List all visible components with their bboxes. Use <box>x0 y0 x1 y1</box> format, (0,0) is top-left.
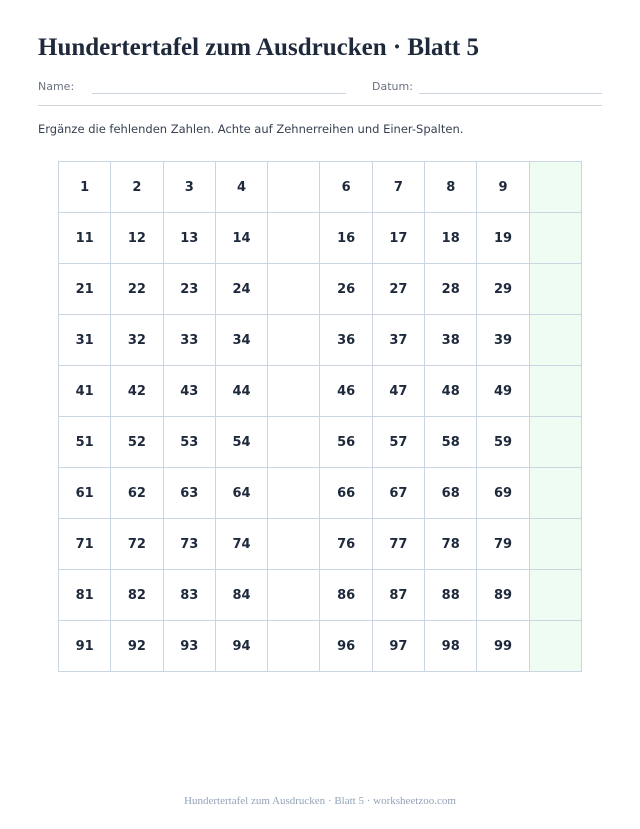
number-cell: 12 <box>111 213 163 264</box>
number-cell: 97 <box>372 621 424 672</box>
number-cell: 51 <box>59 417 111 468</box>
grid-row <box>59 468 582 519</box>
number-cell: 68 <box>425 468 477 519</box>
blank-cell <box>268 621 320 672</box>
blank-cell <box>529 417 581 468</box>
number-cell: 89 <box>477 570 529 621</box>
number-cell: 88 <box>425 570 477 621</box>
number-cell: 7 <box>372 162 424 213</box>
number-cell: 48 <box>425 366 477 417</box>
blank-cell <box>529 315 581 366</box>
grid-row <box>59 213 582 264</box>
blank-cell <box>268 417 320 468</box>
number-cell: 36 <box>320 315 372 366</box>
number-cell: 11 <box>59 213 111 264</box>
number-cell: 33 <box>163 315 215 366</box>
number-cell: 6 <box>320 162 372 213</box>
grid-row <box>59 264 582 315</box>
number-cell: 71 <box>59 519 111 570</box>
number-cell: 28 <box>425 264 477 315</box>
blank-cell <box>268 519 320 570</box>
number-cell: 39 <box>477 315 529 366</box>
blank-cell <box>268 315 320 366</box>
number-cell: 27 <box>372 264 424 315</box>
number-cell: 93 <box>163 621 215 672</box>
number-cell: 87 <box>372 570 424 621</box>
number-cell: 44 <box>215 366 267 417</box>
instructions: Ergänze die fehlenden Zahlen. Achte auf Zehnerreihen und Einer-Spalten. <box>38 122 464 136</box>
header-divider <box>38 105 602 106</box>
number-cell: 22 <box>111 264 163 315</box>
number-cell: 58 <box>425 417 477 468</box>
blank-cell <box>529 570 581 621</box>
blank-cell <box>268 213 320 264</box>
grid-row <box>59 621 582 672</box>
number-cell: 4 <box>215 162 267 213</box>
blank-cell <box>529 162 581 213</box>
grid-row <box>59 570 582 621</box>
number-cell: 76 <box>320 519 372 570</box>
number-cell: 69 <box>477 468 529 519</box>
number-cell: 23 <box>163 264 215 315</box>
grid-row <box>59 366 582 417</box>
number-cell: 38 <box>425 315 477 366</box>
blank-cell <box>529 366 581 417</box>
number-cell: 26 <box>320 264 372 315</box>
number-cell: 73 <box>163 519 215 570</box>
number-cell: 82 <box>111 570 163 621</box>
meta-row <box>38 80 602 96</box>
hundred-chart <box>58 161 582 672</box>
number-cell: 74 <box>215 519 267 570</box>
number-cell: 49 <box>477 366 529 417</box>
number-cell: 17 <box>372 213 424 264</box>
number-cell: 9 <box>477 162 529 213</box>
number-cell: 2 <box>111 162 163 213</box>
number-cell: 99 <box>477 621 529 672</box>
number-cell: 96 <box>320 621 372 672</box>
blank-cell <box>529 621 581 672</box>
number-cell: 1 <box>59 162 111 213</box>
grid-row <box>59 519 582 570</box>
blank-cell <box>268 264 320 315</box>
number-cell: 24 <box>215 264 267 315</box>
name-label: Name: <box>38 80 75 93</box>
number-cell: 47 <box>372 366 424 417</box>
number-cell: 66 <box>320 468 372 519</box>
number-cell: 21 <box>59 264 111 315</box>
number-cell: 91 <box>59 621 111 672</box>
number-cell: 56 <box>320 417 372 468</box>
number-cell: 84 <box>215 570 267 621</box>
number-cell: 57 <box>372 417 424 468</box>
number-cell: 41 <box>59 366 111 417</box>
number-cell: 8 <box>425 162 477 213</box>
number-cell: 29 <box>477 264 529 315</box>
page-title: Hundertertafel zum Ausdrucken · Blatt 5 <box>38 34 479 61</box>
number-cell: 19 <box>477 213 529 264</box>
number-cell: 42 <box>111 366 163 417</box>
number-cell: 83 <box>163 570 215 621</box>
name-line <box>92 93 346 94</box>
number-cell: 94 <box>215 621 267 672</box>
number-cell: 64 <box>215 468 267 519</box>
blank-cell <box>268 162 320 213</box>
number-cell: 3 <box>163 162 215 213</box>
blank-cell <box>268 366 320 417</box>
number-cell: 77 <box>372 519 424 570</box>
footer: Hundertertafel zum Ausdrucken · Blatt 5 · worksheetzoo.com <box>184 795 456 807</box>
number-cell: 16 <box>320 213 372 264</box>
number-cell: 53 <box>163 417 215 468</box>
number-cell: 62 <box>111 468 163 519</box>
number-cell: 72 <box>111 519 163 570</box>
number-cell: 67 <box>372 468 424 519</box>
number-cell: 61 <box>59 468 111 519</box>
number-cell: 32 <box>111 315 163 366</box>
number-cell: 31 <box>59 315 111 366</box>
grid-row <box>59 162 582 213</box>
number-cell: 81 <box>59 570 111 621</box>
number-cell: 52 <box>111 417 163 468</box>
blank-cell <box>268 570 320 621</box>
number-cell: 86 <box>320 570 372 621</box>
number-cell: 79 <box>477 519 529 570</box>
date-line <box>419 93 602 94</box>
blank-cell <box>529 213 581 264</box>
number-cell: 43 <box>163 366 215 417</box>
number-cell: 54 <box>215 417 267 468</box>
blank-cell <box>268 468 320 519</box>
grid-row <box>59 417 582 468</box>
blank-cell <box>529 468 581 519</box>
number-cell: 18 <box>425 213 477 264</box>
blank-cell <box>529 519 581 570</box>
number-cell: 14 <box>215 213 267 264</box>
blank-cell <box>529 264 581 315</box>
number-cell: 63 <box>163 468 215 519</box>
number-cell: 46 <box>320 366 372 417</box>
number-cell: 98 <box>425 621 477 672</box>
number-cell: 92 <box>111 621 163 672</box>
number-cell: 59 <box>477 417 529 468</box>
grid-row <box>59 315 582 366</box>
number-cell: 13 <box>163 213 215 264</box>
number-cell: 34 <box>215 315 267 366</box>
number-cell: 37 <box>372 315 424 366</box>
date-label: Datum: <box>372 80 413 93</box>
number-cell: 78 <box>425 519 477 570</box>
